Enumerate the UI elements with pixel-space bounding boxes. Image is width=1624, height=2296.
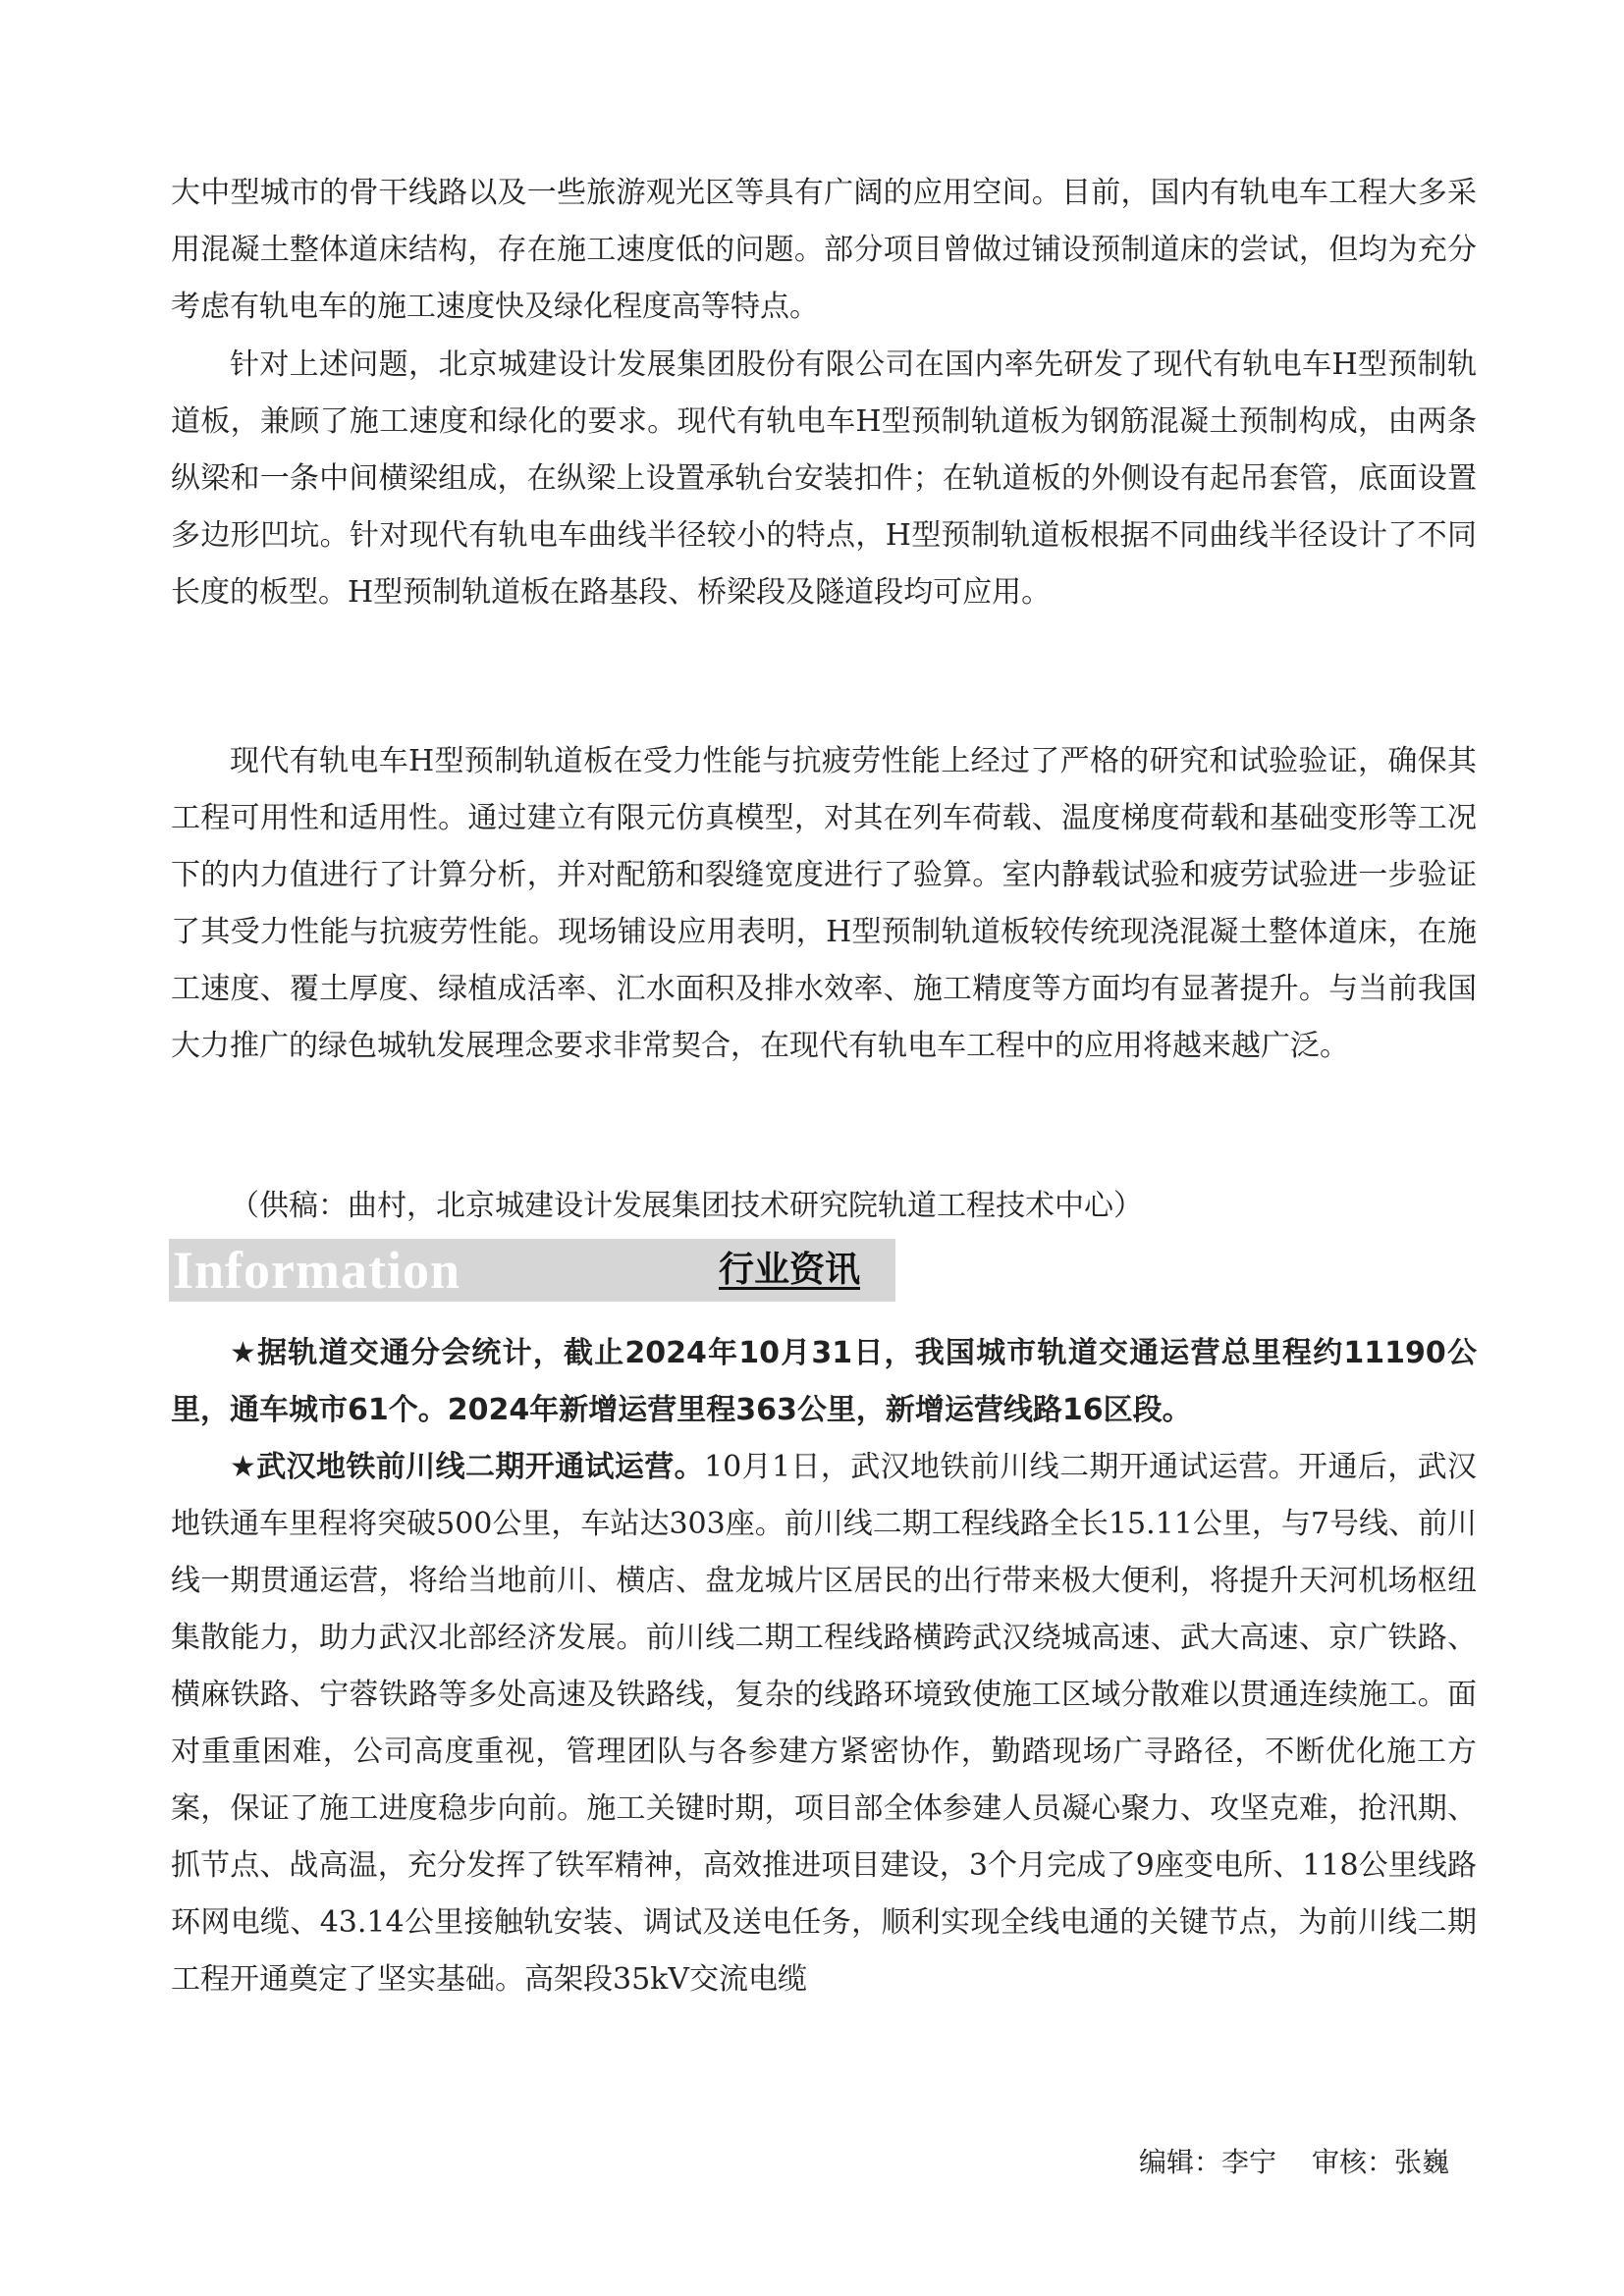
news-item-body: 10月1日，武汉地铁前川线二期开通试运营。开通后，武汉地铁通车里程将突破500公里，车站达303座。前川线二期工程线路全长15.11公里，与7号线、前川线一期贯通运营，将给当地前川、横店、盘龙城片区居民的出行带来极大便利，将提升天河机场枢纽集散能力，助力武汉北部经济发展。前川线二期工程线路横跨武汉绕城高速、武大高速、京广铁路、横麻铁路、宁蓉铁路等多处高速及铁路线，复杂的线路环境致使施工区域分散难以贯通连续施工。面对重重困难，公司高度重视，管理团队与各参建方紧密协作，勤踏现场广寻路径，不断优化施工方案，保证了施工进度稳步向前。施工关键时期，项目部全体参建人员凝心聚力、攻坚克难，抢汛期、抓节点、战高温，充分发挥了铁军精神，高效推进项目建设，3个月完成了9座变电所、118公里线路环网电缆、43.14公里接触轨安装、调试及送电任务，顺利实现全线电通的关键节点，为前川线二期工程开通奠定了坚实基础。高架段35kV交流电缆 (171, 1450, 1477, 1997)
footer-editor: 编辑：李宁 (1139, 2146, 1277, 2178)
news-item-title: ★武汉地铁前川线二期开通试运营。 (230, 1450, 705, 1484)
page-footer (1139, 2143, 1449, 2182)
news-item-statistics: ★据轨道交通分会统计，截止2024年10月31日，我国城市轨道交通运营总里程约11190公里，通车城市61个。2024年新增运营里程363公里，新增运营线路16区段。 (171, 1336, 1477, 1427)
article-paragraph-verification: 现代有轨电车H型预制轨道板在受力性能与抗疲劳性能上经过了严格的研究和试验验证，确保其工程可用性和适用性。通过建立有限元仿真模型，对其在列车荷载、温度梯度荷载和基础变形等工况下的内力值进行了计算分析，并对配筋和裂缝宽度进行了验算。室内静载试验和疲劳试验进一步验证了其受力性能与抗疲劳性能。现场铺设应用表明，H型预制轨道板较传统现浇混凝土整体道床，在施工速度、覆土厚度、绿植成活率、汇水面积及排水效率、施工精度等方面均有显著提升。与当前我国大力推广的绿色城轨发展理念要求非常契合，在现代有轨电车工程中的应用将越来越广泛。 (171, 744, 1477, 1063)
article-paragraph-h-slab-design: 针对上述问题，北京城建设计发展集团股份有限公司在国内率先研发了现代有轨电车H型预制轨道板，兼顾了施工速度和绿化的要求。现代有轨电车H型预制轨道板为钢筋混凝土预制构成，由两条纵梁和一条中间横梁组成，在纵梁上设置承轨台安装扣件；在轨道板的外侧设有起吊套管，底面设置多边形凹坑。针对现代有轨电车曲线半径较小的特点，H型预制轨道板根据不同曲线半径设计了不同长度的板型。H型预制轨道板在路基段、桥梁段及隧道段均可应用。 (171, 347, 1477, 610)
section-english-title: Information (173, 1241, 460, 1300)
section-chinese-title: 行业资讯 (719, 1250, 861, 1290)
footer-reviewer: 审核：张巍 (1312, 2146, 1450, 2178)
section-header-information (169, 1239, 895, 1302)
article-paragraph-continuation: 大中型城市的骨干线路以及一些旅游观光区等具有广阔的应用空间。目前，国内有轨电车工程大多采用混凝土整体道床结构，存在施工速度低的问题。部分项目曾做过铺设预制道床的尝试，但均为充分考虑有轨电车的施工速度快及绿化程度高等特点。 (171, 176, 1477, 324)
article-credit: （供稿：曲村，北京城建设计发展集团技术研究院轨道工程技术中心） (230, 1189, 1143, 1223)
news-item-wuhan-metro (171, 1439, 1477, 2008)
